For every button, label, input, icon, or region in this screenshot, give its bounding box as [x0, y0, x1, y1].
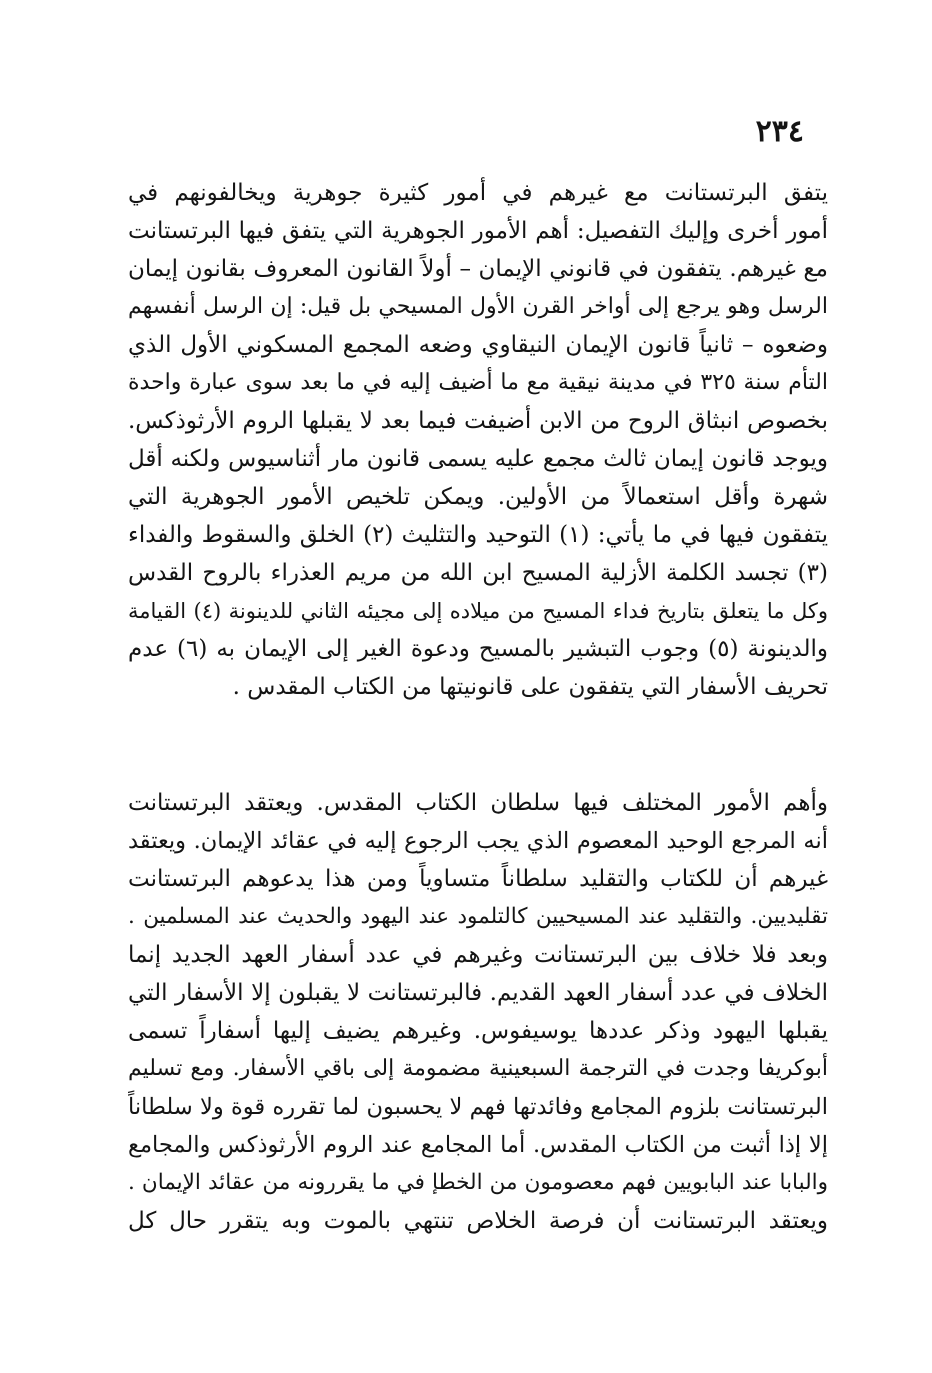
text-line: ويوجد قانون إيمان ثالث مجمع عليه يسمى قانون مار أثناسيوس ولكنه أقل — [128, 446, 828, 472]
text-line: إلا إذا أثبت من الكتاب المقدس. أما المجامع عند الروم الأرثوذكس والمجامع — [128, 1132, 828, 1158]
text-line: يتفقون فيها في ما يأتي: (١) التوحيد والتثليث (٢) الخلق والسقوط والفداء — [128, 522, 828, 548]
text-line: غيرهم أن للكتاب والتقليد سلطاناً متساوياً ومن هذا يدعوهم البرتستانت — [128, 866, 828, 892]
text-line: وأهم الأمور المختلف فيها سلطان الكتاب المقدس. ويعتقد البرتستانت — [128, 790, 828, 816]
text-line: وكل ما يتعلق بتاريخ فداء المسيح من ميلاده إلى مجيئه الثاني للدينونة (٤) القيامة — [128, 599, 828, 623]
text-line: (٣) تجسد الكلمة الأزلية المسيح ابن الله من مريم العذراء بالروح القدس — [128, 560, 828, 586]
paragraph-agreements — [128, 174, 828, 706]
page-number: ٢٣٤ — [755, 114, 804, 149]
text-line: تحريف الأسفار التي يتفقون على قانونيتها من الكتاب المقدس . — [232, 674, 828, 700]
text-line: التأم سنة ٣٢٥ في مدينة نيقية مع ما أضيف إليه في ما بعد سوى عبارة واحدة — [128, 370, 828, 395]
text-line: تقليديين. والتقليد عند المسيحيين كالتلمود عند اليهود والحديث عند المسلمين . — [128, 904, 828, 929]
text-line: مع غيرهم. يتفقون في قانوني الإيمان – أولاً القانون المعروف بقانون إيمان — [128, 256, 828, 282]
text-line: يتفق البرتستانت مع غيرهم في أمور كثيرة جوهرية ويخالفونهم في — [128, 180, 828, 206]
text-line: الرسل وهو يرجع إلى أواخر القرن الأول المسيحي بل قيل: إن الرسل أنفسهم — [128, 294, 828, 319]
text-line: وبعد فلا خلاف بين البرتستانت وغيرهم في عدد أسفار العهد الجديد إنما — [128, 942, 828, 968]
text-line: وضعوه – ثانياً قانون الإيمان النيقاوي وضعه المجمع المسكوني الأول الذي — [128, 332, 828, 358]
text-line: الخلاف في عدد أسفار العهد القديم. فالبرتستانت لا يقبلون إلا الأسفار التي — [128, 980, 828, 1006]
text-line: والبابا عند البابويين فهم معصومون من الخطإ في ما يقررونه من عقائد الإيمان . — [128, 1170, 828, 1195]
text-line: شهرة وأقل استعمالاً من الأولين. ويمكن تلخيص الأمور الجوهرية التي — [128, 484, 828, 510]
text-line: بخصوص انبثاق الروح من الابن أضيفت فيما بعد لا يقبلها الروم الأرثوذكس. — [128, 408, 828, 434]
text-line: أنه المرجع الوحيد المعصوم الذي يجب الرجوع إليه في عقائد الإيمان. ويعتقد — [128, 828, 828, 854]
text-line: أمور أخرى وإليك التفصيل: أهم الأمور الجوهرية التي يتفق فيها البرتستانت — [128, 218, 828, 244]
text-line: أبوكريفا وجدت في الترجمة السبعينية مضمومة إلى باقي الأسفار. ومع تسليم — [128, 1056, 828, 1081]
text-line: يقبلها اليهود وذكر عددها يوسيفوس. وغيرهم يضيف إليها أسفاراً تسمى — [128, 1018, 828, 1044]
text-line: ويعتقد البرتستانت أن فرصة الخلاص تنتهي بالموت وبه يتقرر حال كل — [128, 1208, 828, 1234]
text-line: والدينونة (٥) وجوب التبشير بالمسيح ودعوة الغير إلى الإيمان به (٦) عدم — [128, 636, 828, 662]
paragraph-differences — [128, 784, 828, 1240]
text-line: البرتستانت بلزوم المجامع وفائدتها فهم لا يحسبون لما تقرره قوة ولا سلطاناً — [128, 1094, 828, 1120]
